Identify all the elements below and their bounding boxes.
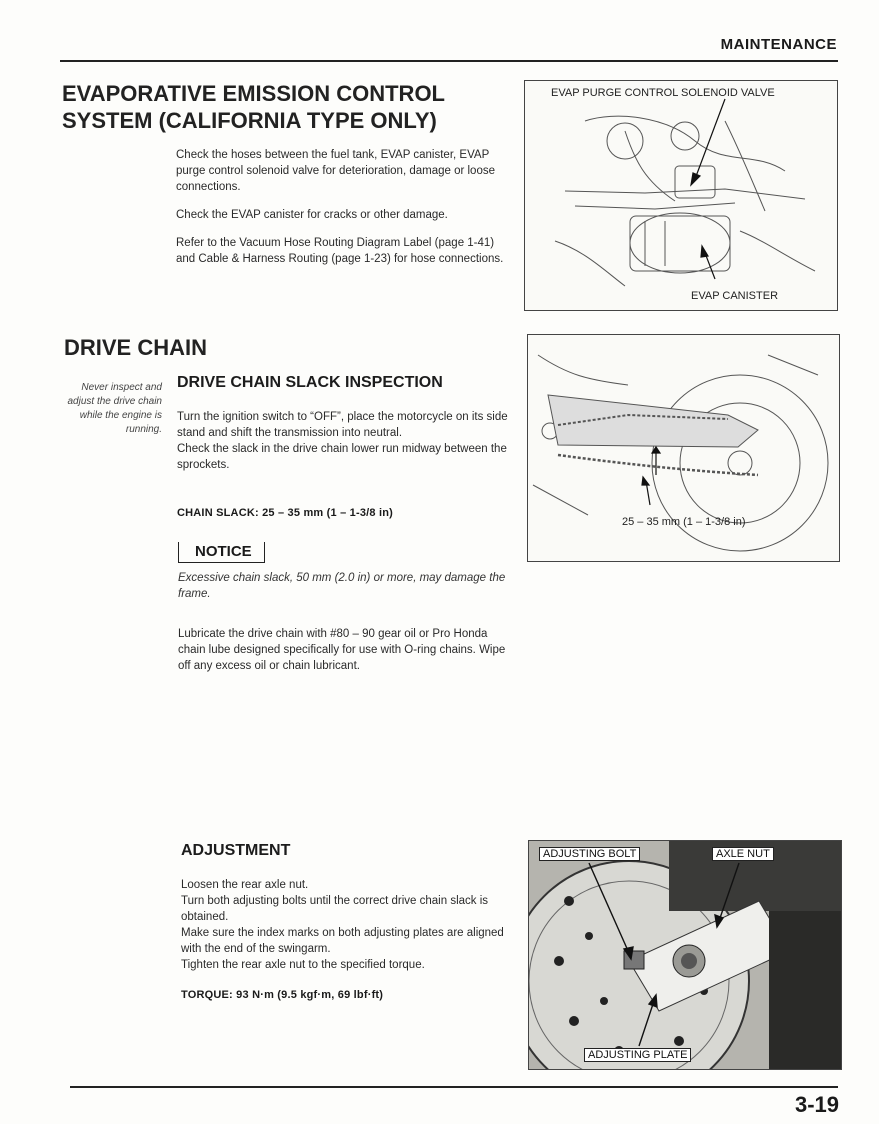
lubricate-text: Lubricate the drive chain with #80 – 90 gear oil or Pro Honda chain lube designed specifically for use with O-ring chains. Wipe off any excess oil or chain lubricant. xyxy=(178,628,506,672)
adjustment-line-4: Tighten the rear axle nut to the specified torque. xyxy=(181,959,425,971)
adjustment-heading: ADJUSTMENT xyxy=(181,842,291,859)
drive-chain-figure xyxy=(527,334,840,562)
adjustment-figure xyxy=(528,840,842,1070)
evap-title xyxy=(62,80,512,134)
safety-side-note: Never inspect and adjust the drive chain while the engine is running. xyxy=(67,382,162,435)
page-number: 3-19 xyxy=(794,1092,839,1117)
evap-paragraph-2: Check the EVAP canister for cracks or other damage. xyxy=(176,209,448,221)
evap-title-line1: EVAPORATIVE EMISSION CONTROL xyxy=(62,81,445,106)
footer-rule xyxy=(70,1086,838,1088)
evap-body xyxy=(176,147,508,279)
axle-nut-label: AXLE NUT xyxy=(712,847,774,861)
drive-chain-title: DRIVE CHAIN xyxy=(64,335,208,360)
adjustment-line-2: Turn both adjusting bolts until the correct drive chain slack is obtained. xyxy=(181,895,489,923)
evap-paragraph-3: Refer to the Vacuum Hose Routing Diagram Label (page 1-41) and Cable & Harness Routing (page 1-23) for hose connections. xyxy=(176,237,504,265)
evap-paragraph-1: Check the hoses between the fuel tank, EVAP canister, EVAP purge control solenoid valve for deterioration, damage or loose connections. xyxy=(176,149,495,193)
evap-canister-label: EVAP CANISTER xyxy=(691,290,779,302)
adjusting-plate-label: ADJUSTING PLATE xyxy=(584,1048,691,1062)
adjustment-photo xyxy=(529,841,841,1069)
torque-spec: TORQUE: 93 N·m (9.5 kgf·m, 69 lbf·ft) xyxy=(181,989,384,1001)
evap-title-line2: SYSTEM (CALIFORNIA TYPE ONLY) xyxy=(62,108,437,133)
slack-inspection-body xyxy=(177,409,509,473)
slack-figure-label: 25 – 35 mm (1 – 1-3/8 in) xyxy=(622,516,746,528)
slack-inspection-heading: DRIVE CHAIN SLACK INSPECTION xyxy=(177,374,443,391)
slack-paragraph-2: Check the slack in the drive chain lower run midway between the sprockets. xyxy=(177,443,507,471)
section-header: MAINTENANCE xyxy=(720,36,837,53)
slack-paragraph-1: Turn the ignition switch to “OFF”, place the motorcycle on its side stand and shift the transmission into neutral. xyxy=(177,411,508,439)
notice-text: Excessive chain slack, 50 mm (2.0 in) or more, may damage the frame. xyxy=(178,572,506,600)
header-rule xyxy=(60,60,838,62)
adjustment-line-1: Loosen the rear axle nut. xyxy=(181,879,309,891)
adjustment-line-3: Make sure the index marks on both adjusting plates are aligned with the end of the swingarm. xyxy=(181,927,504,955)
adjustment-body xyxy=(181,877,515,973)
chain-slack-spec: CHAIN SLACK: 25 – 35 mm (1 – 1-3/8 in) xyxy=(177,507,394,519)
evap-illustration xyxy=(525,81,837,310)
adjusting-bolt-label: ADJUSTING BOLT xyxy=(539,847,640,861)
notice-label: NOTICE xyxy=(178,542,265,563)
evap-figure xyxy=(524,80,838,311)
evap-valve-label: EVAP PURGE CONTROL SOLENOID VALVE xyxy=(551,87,775,99)
